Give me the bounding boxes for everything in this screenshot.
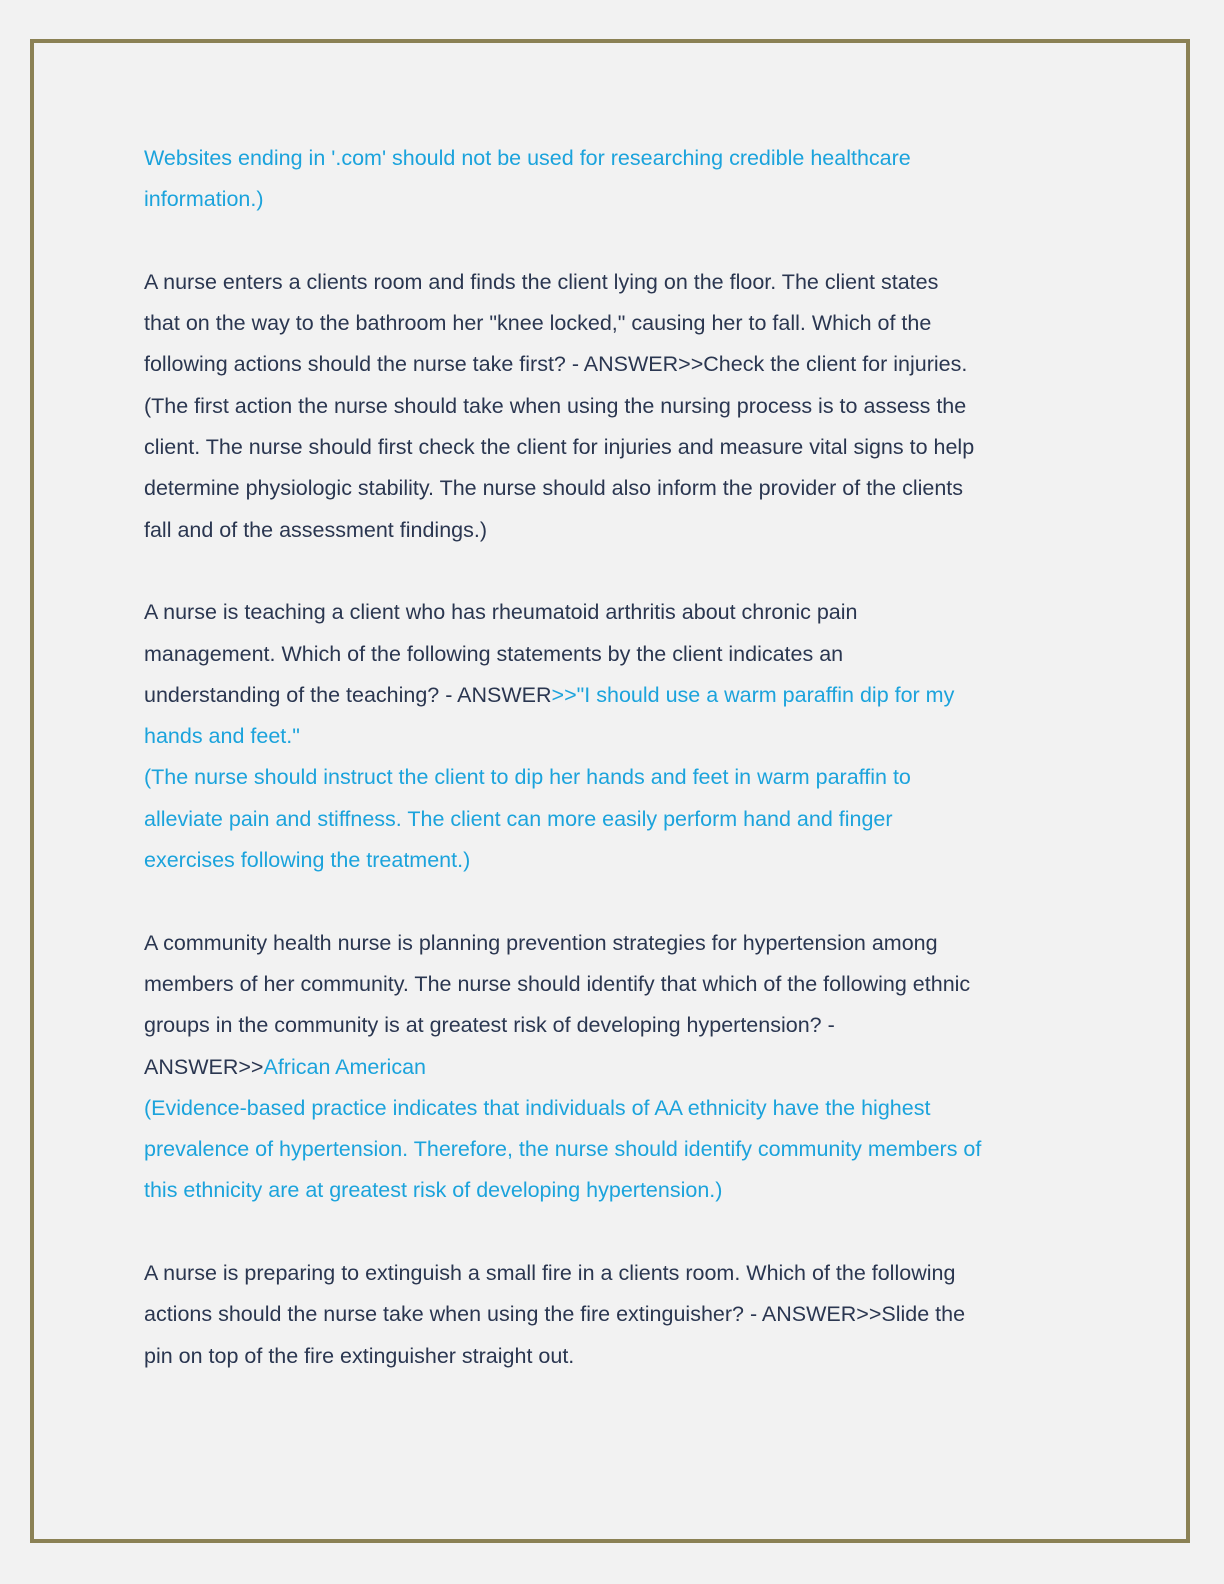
text-line xyxy=(144,675,1084,716)
text-line xyxy=(144,964,1084,1005)
text-line xyxy=(144,138,1084,179)
text-line xyxy=(144,923,1084,964)
question-text: A nurse enters a clients room and finds the client lying on the floor. The client states xyxy=(144,269,939,294)
text-line xyxy=(144,1294,1084,1335)
question-text: client. The nurse should first check the client for injuries and measure vital signs to help xyxy=(144,435,975,460)
question-text: pin on top of the fire extinguisher straight out. xyxy=(144,1343,575,1368)
qa-paragraph xyxy=(144,262,1084,551)
question-text: (The first action the nurse should take when using the nursing process is to assess the xyxy=(144,393,967,418)
question-text: A nurse is teaching a client who has rheumatoid arthritis about chronic pain xyxy=(144,600,858,625)
question-text: members of her community. The nurse should identify that which of the following ethnic xyxy=(144,971,971,996)
text-line xyxy=(144,757,1084,798)
question-text: understanding of the teaching? - ANSWER xyxy=(144,682,552,707)
qa-paragraph xyxy=(144,592,1084,881)
text-line xyxy=(144,1336,1084,1377)
qa-paragraph xyxy=(144,1253,1084,1377)
text-line xyxy=(144,386,1084,427)
answer-text: >>"I should use a warm paraffin dip for my xyxy=(551,682,955,707)
question-text: actions should the nurse take when using the fire extinguisher? - ANSWER>>Slide the xyxy=(144,1302,966,1327)
document-body xyxy=(144,138,1084,1377)
text-line xyxy=(144,716,1084,757)
answer-text: alleviate pain and stiffness. The client can more easily perform hand and finger xyxy=(144,806,893,831)
text-line xyxy=(144,1047,1084,1088)
question-text: A nurse is preparing to extinguish a small fire in a clients room. Which of the following xyxy=(144,1261,956,1286)
text-line xyxy=(144,427,1084,468)
question-text: ANSWER>> xyxy=(144,1054,264,1079)
answer-text: (Evidence-based practice indicates that individuals of AA ethnicity have the highest xyxy=(144,1095,931,1120)
answer-text: African American xyxy=(263,1054,426,1079)
text-line xyxy=(144,468,1084,509)
answer-text: Websites ending in '.com' should not be used for researching credible healthcare xyxy=(144,146,911,170)
answer-text: (The nurse should instruct the client to dip her hands and feet in warm paraffin to xyxy=(144,765,911,790)
text-line xyxy=(144,1129,1084,1170)
text-line xyxy=(144,303,1084,344)
text-line xyxy=(144,634,1084,675)
question-text: following actions should the nurse take first? - ANSWER>>Check the client for injuries. xyxy=(144,352,968,377)
text-line xyxy=(144,1170,1084,1211)
question-text: A community health nurse is planning prevention strategies for hypertension among xyxy=(144,930,938,955)
answer-text: this ethnicity are at greatest risk of developing hypertension.) xyxy=(144,1178,723,1203)
text-line xyxy=(144,179,1084,220)
text-line xyxy=(144,592,1084,633)
answer-text: information.) xyxy=(144,187,264,212)
answer-text: exercises following the treatment.) xyxy=(144,848,471,873)
question-text: that on the way to the bathroom her "knee locked," causing her to fall. Which of the xyxy=(144,311,932,336)
question-text: fall and of the assessment findings.) xyxy=(144,517,487,542)
text-line xyxy=(144,1088,1084,1129)
question-text: groups in the community is at greatest risk of developing hypertension? - xyxy=(144,1013,835,1038)
qa-paragraph xyxy=(144,923,1084,1212)
text-line xyxy=(144,344,1084,385)
question-text: management. Which of the following statements by the client indicates an xyxy=(144,641,844,666)
answer-text: hands and feet." xyxy=(144,724,300,749)
text-line xyxy=(144,840,1084,881)
text-line xyxy=(144,799,1084,840)
text-line xyxy=(144,1005,1084,1046)
qa-paragraph xyxy=(144,138,1084,221)
answer-text: prevalence of hypertension. Therefore, the nurse should identify community members of xyxy=(144,1137,982,1162)
text-line xyxy=(144,262,1084,303)
question-text: determine physiologic stability. The nurse should also inform the provider of the clients xyxy=(144,476,964,501)
text-line xyxy=(144,510,1084,551)
text-line xyxy=(144,1253,1084,1294)
